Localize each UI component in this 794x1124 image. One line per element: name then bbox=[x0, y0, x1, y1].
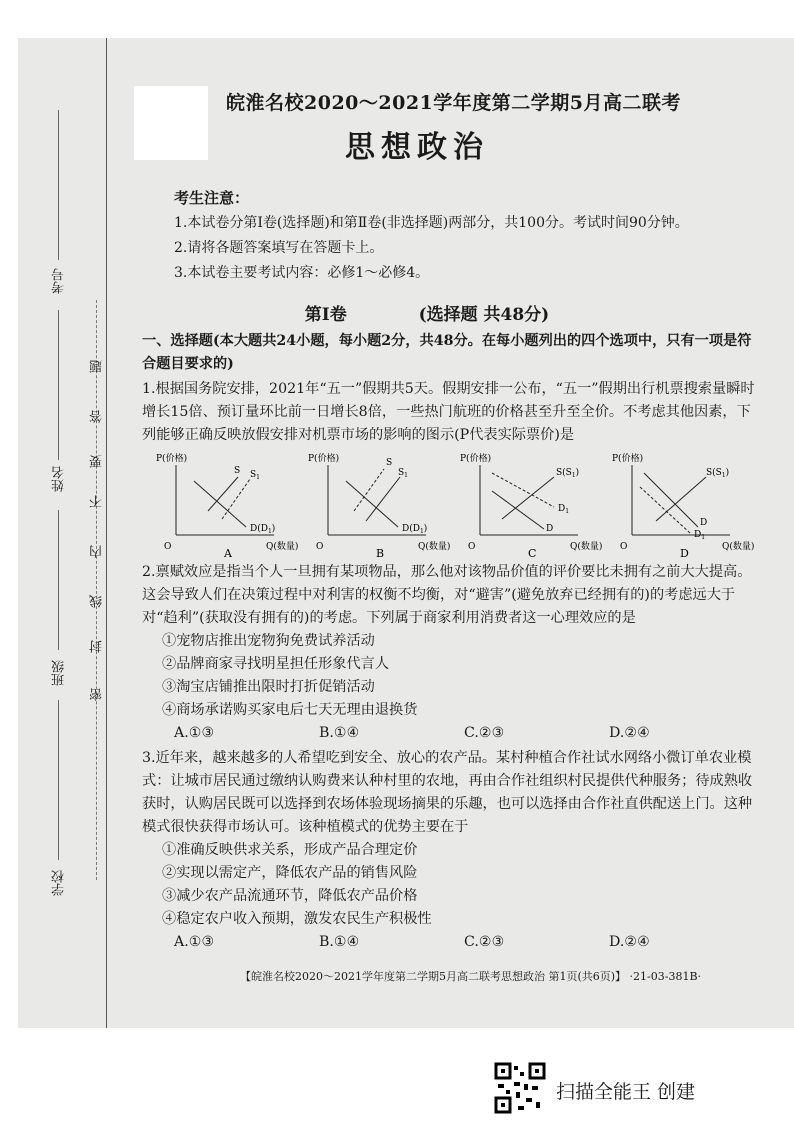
name-label: 姓名 bbox=[52, 466, 67, 492]
choice-c: C.②③ bbox=[464, 725, 505, 741]
questions bbox=[142, 330, 762, 954]
section-heading: 一、选择题(本大题共24小题，每小题2分，共48分。在每小题列出的四个选项中，只有一项是符合题目要求的) bbox=[142, 333, 752, 372]
seal-char: 内 bbox=[90, 545, 105, 558]
option-item: ③减少农产品流通环节，降低农产品价格 bbox=[162, 888, 418, 904]
class-line bbox=[58, 510, 59, 650]
question-1 bbox=[142, 378, 762, 559]
choice-a: A.①③ bbox=[174, 934, 215, 950]
svg-text:D: D bbox=[546, 524, 554, 534]
seal-char: 封 bbox=[90, 640, 105, 653]
origin-label: O bbox=[620, 542, 628, 552]
notice-item: 2.请将各题答案填写在答题卡上。 bbox=[174, 240, 384, 256]
seal-char: 密 bbox=[90, 688, 105, 701]
class-label: 班级 bbox=[52, 660, 67, 686]
answer-choices bbox=[142, 931, 762, 954]
exam-title: 皖淮名校2020～2021学年度第二学期5月高二联考 bbox=[226, 92, 681, 114]
notice-item: 3.本试卷主要考试内容：必修1～必修4。 bbox=[174, 265, 430, 281]
option-item: ①宠物店推出宠物狗免费试养活动 bbox=[162, 633, 375, 649]
graph-d bbox=[610, 449, 758, 559]
school-line bbox=[58, 700, 59, 860]
choice-a: A.①③ bbox=[174, 725, 215, 741]
origin-label: O bbox=[468, 542, 476, 552]
question-2 bbox=[142, 561, 762, 745]
answer-choices bbox=[142, 722, 762, 745]
option-item: ④稳定农户收入预期，激发农民生产积极性 bbox=[162, 911, 432, 927]
question-stem: 1.根据国务院安排，2021年“五一”假期共5天。假期安排一公布，“五一”假期出行机票搜索量瞬时增长15倍、预订量环比前一日增长8倍，一些热门航班的价格甚至升至全价。不考虑其他因素，下列能够正确反映放假安排对机票市场的影响的图示(P代表实际票价)是 bbox=[142, 381, 755, 443]
choice-b: B.①④ bbox=[319, 934, 360, 950]
svg-text:D(D1): $D(D_1)$ bbox=[402, 524, 428, 535]
svg-text:D: D bbox=[700, 518, 708, 528]
svg-text:S: S bbox=[234, 466, 241, 476]
svg-text:D1: $D_1$ bbox=[558, 504, 570, 515]
page-footer: 【皖淮名校2020～2021学年度第二学期5月高二联考思想政治 第1页(共6页)】 ·21-03-381B· bbox=[240, 970, 702, 983]
seal-dashed-line bbox=[96, 300, 97, 880]
graph-a bbox=[154, 449, 302, 559]
y-axis-label: P(价格) bbox=[612, 454, 644, 464]
svg-text:S: S bbox=[386, 458, 393, 468]
y-axis-label: P(价格) bbox=[156, 454, 188, 464]
question-stem: 2.禀赋效应是指当个人一旦拥有某项物品，那么他对该物品价值的评价要比未拥有之前大大提高。这会导致人们在决策过程中对利害的权衡不均衡，对“避害”(避免放弃已经拥有的)的考虑远大于对“趋利”(获取没有拥有的)的考虑。下列属于商家利用消费者这一心理效应的是 bbox=[142, 564, 752, 626]
graph-letter: C bbox=[528, 547, 537, 559]
option-item: ④商场承诺购买家电后七天无理由退换货 bbox=[162, 702, 418, 718]
graph-letter: D bbox=[680, 547, 689, 559]
exam-number-label: 考号 bbox=[52, 268, 67, 294]
svg-text:S(S1): $S(S_1)$ bbox=[706, 468, 730, 479]
svg-text:S1: $S_1$ bbox=[250, 470, 260, 481]
option-item: ①准确反映供求关系，形成产品合理定价 bbox=[162, 842, 418, 858]
seal-char: 要 bbox=[90, 455, 105, 468]
subject-title: 思想政治 bbox=[345, 130, 489, 165]
choice-c: C.②③ bbox=[464, 934, 505, 950]
seal-char: 线 bbox=[90, 595, 105, 608]
graph-b bbox=[306, 449, 454, 559]
origin-label: O bbox=[316, 542, 324, 552]
graph-c bbox=[458, 449, 606, 559]
origin-label: O bbox=[164, 542, 172, 552]
qr-code bbox=[494, 1062, 546, 1114]
choice-b: B.①④ bbox=[319, 725, 360, 741]
svg-text:D(D1): $D(D_1)$ bbox=[250, 524, 276, 535]
svg-text:D1: $D_1$ bbox=[694, 530, 706, 541]
graph-letter: A bbox=[224, 547, 232, 559]
option-item: ②实现以需定产，降低农产品的销售风险 bbox=[162, 865, 418, 881]
choice-d: D.②④ bbox=[609, 725, 650, 741]
x-axis-label: Q(数量) bbox=[266, 542, 299, 552]
svg-text:S1: $S_1$ bbox=[398, 468, 408, 479]
seal-char: 不 bbox=[90, 495, 105, 508]
graph-options bbox=[154, 449, 762, 559]
x-axis-label: Q(数量) bbox=[570, 542, 603, 552]
seal-char: 答 bbox=[90, 410, 105, 423]
part-one-heading: 第Ⅰ卷 (选择题 共48分) bbox=[304, 305, 550, 325]
graph-letter: B bbox=[376, 547, 385, 559]
seal-char: 题 bbox=[90, 360, 105, 373]
choice-d: D.②④ bbox=[609, 934, 650, 950]
x-axis-label: Q(数量) bbox=[418, 542, 451, 552]
question-stem: 3.近年来，越来越多的人希望吃到安全、放心的农产品。某村种植合作社试水网络小微订单农业模式：让城市居民通过缴纳认购费来认种村里的农地，再由合作社组织村民提供代种服务；待成熟收获时，认购居民既可以选择到农场体验现场摘果的乐趣，也可以选择由合作社直供配送上门。这种模式很快获得市场认可。该种植模式的优势主要在于 bbox=[142, 750, 753, 835]
option-item: ③淘宝店铺推出限时打折促销活动 bbox=[162, 679, 375, 695]
y-axis-label: P(价格) bbox=[308, 454, 340, 464]
svg-text:S(S1): $S(S_1)$ bbox=[556, 468, 580, 479]
scanner-watermark: 扫描全能王 创建 bbox=[556, 1081, 696, 1103]
option-item: ②品牌商家寻找明星担任形象代言人 bbox=[162, 656, 390, 672]
notice-title: 考生注意： bbox=[174, 189, 250, 207]
y-axis-label: P(价格) bbox=[460, 454, 492, 464]
question-3 bbox=[142, 747, 762, 954]
school-label: 学校 bbox=[52, 870, 67, 896]
x-axis-label: Q(数量) bbox=[722, 542, 755, 552]
notice-item: 1.本试卷分第Ⅰ卷(选择题)和第Ⅱ卷(非选择题)两部分，共100分。考试时间90分钟。 bbox=[174, 215, 689, 231]
exam-notice bbox=[174, 186, 689, 286]
name-line bbox=[58, 310, 59, 460]
